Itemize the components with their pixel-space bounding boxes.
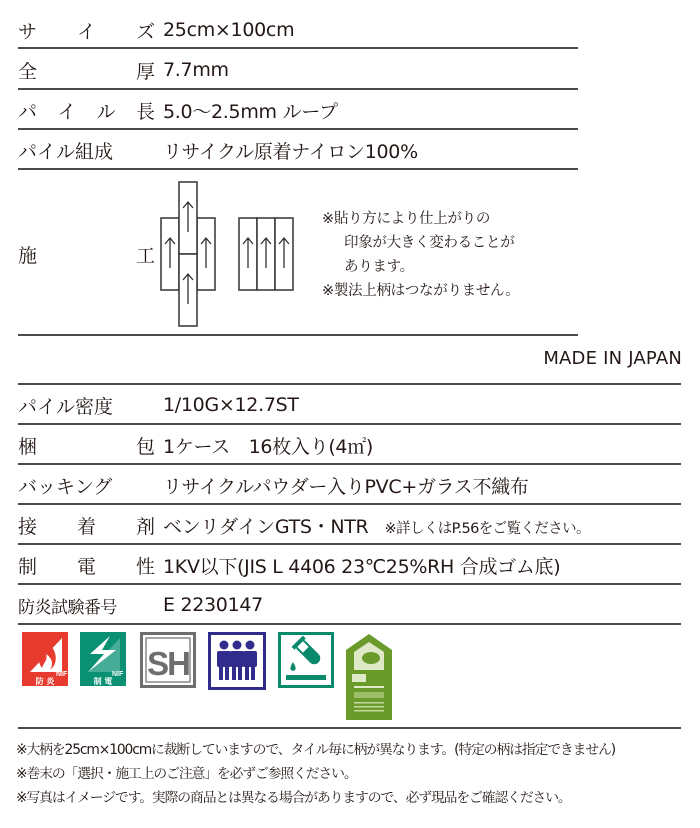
spec-row-pile-composition [18, 130, 578, 170]
spec-value: リサイクル原着ナイロン100% [163, 140, 418, 163]
label-char: 厚 [135, 60, 155, 83]
spec-label [18, 512, 163, 539]
spec-label: パイル組成 [18, 140, 114, 163]
divider [18, 47, 578, 49]
made-in-label: MADE IN JAPAN [543, 348, 682, 369]
spec-label: パイル密度 [18, 395, 114, 418]
label-char: イ [57, 100, 77, 123]
tile-layout-icon [160, 180, 300, 328]
spec-label [18, 57, 163, 84]
adhesive-name: ベンリダインGTS・NTR [163, 515, 369, 538]
label-char: 電 [76, 555, 96, 578]
divider [18, 168, 578, 170]
svg-text:NIF: NIF [112, 671, 124, 678]
label-char: イ [76, 20, 96, 43]
spec-value: 1KV以下(JIS L 4406 23℃25%RH 合成ゴム底) [163, 555, 561, 578]
spec-row-adhesive [18, 505, 681, 545]
note-line: ※製法上柄はつながりません。 [322, 283, 520, 299]
label-char: サ [18, 20, 38, 43]
svg-text:NIF: NIF [56, 671, 68, 678]
footnotes [16, 738, 615, 810]
footnote: ※巻末の「選択・施工上のご注意」を必ずご参照ください。 [16, 766, 357, 782]
note-line: ※貼り方により仕上がりの [322, 211, 491, 227]
certification-icons [22, 632, 422, 724]
spec-value: 5.0〜2.5mm ループ [163, 100, 338, 123]
spec-label [18, 432, 163, 459]
label-char: 施 [18, 244, 38, 267]
spec-value [163, 512, 590, 539]
label-char: 制 [18, 555, 38, 578]
label-char: 性 [135, 555, 155, 578]
svg-text:SH: SH [147, 645, 189, 682]
adhesive-note: ※詳しくはP.56をご覧ください。 [384, 520, 590, 537]
spec-row-pile-density [18, 385, 681, 425]
sick-house-icon [140, 632, 196, 688]
label-char: 接 [18, 515, 38, 538]
label-char: 剤 [135, 515, 155, 538]
spec-value: 7.7mm [163, 59, 229, 81]
spec-label [18, 17, 163, 44]
spec-label: バッキング [18, 475, 113, 498]
svg-text:制 電: 制 電 [93, 677, 113, 686]
spec-value: 1/10G×12.7ST [163, 394, 299, 416]
spec-row-packing [18, 425, 681, 465]
label-char: 着 [76, 515, 96, 538]
spec-row-antistatic [18, 545, 681, 585]
label-char: ズ [135, 20, 155, 43]
spec-label: 防炎試験番号 [18, 597, 117, 618]
antistatic-icon [80, 632, 126, 686]
spec-row-size [18, 10, 578, 50]
note-line: 印象が大きく変わることが [344, 235, 515, 251]
label-char: 長 [135, 100, 155, 123]
eco-mark-icon [344, 632, 394, 722]
spec-value: リサイクルパウダー入りPVC+ガラス不織布 [163, 475, 529, 498]
divider [18, 727, 681, 729]
spec-value: E 2230147 [163, 594, 263, 616]
spec-label [18, 97, 163, 124]
label-char: ル [96, 100, 116, 123]
label-char: 全 [18, 60, 38, 83]
label-char: 包 [135, 435, 155, 458]
spec-row-thickness [18, 50, 578, 90]
label-char: パ [18, 100, 38, 123]
spec-row-backing [18, 465, 681, 505]
spec-label [18, 241, 163, 268]
installation-diagram [160, 180, 300, 328]
footnote: ※写真はイメージです。実際の商品とは異なる場合がありますので、必ず現品をご確認ください。 [16, 790, 571, 806]
people-usage-icon [208, 632, 266, 690]
spec-label [18, 552, 163, 579]
svg-text:防 炎: 防 炎 [35, 677, 55, 686]
chemical-resistance-icon [278, 632, 334, 688]
divider [18, 334, 578, 336]
spec-row-pile-length [18, 90, 578, 130]
spec-value: 25cm×100cm [163, 19, 295, 41]
divider [18, 623, 681, 625]
label-char: 工 [135, 244, 155, 267]
spec-value: 1ケース 16枚入り(4㎡) [163, 435, 374, 458]
fire-retardant-icon [22, 632, 68, 686]
spec-row-fire-test-number [18, 585, 681, 625]
label-char: 梱 [18, 435, 38, 458]
footnote: ※大柄を25cm×100cmに裁断していますので、タイル毎に柄が異なります。(特定の柄は指定できません) [16, 742, 616, 758]
installation-notes [322, 207, 519, 303]
note-line: あります。 [344, 259, 414, 275]
